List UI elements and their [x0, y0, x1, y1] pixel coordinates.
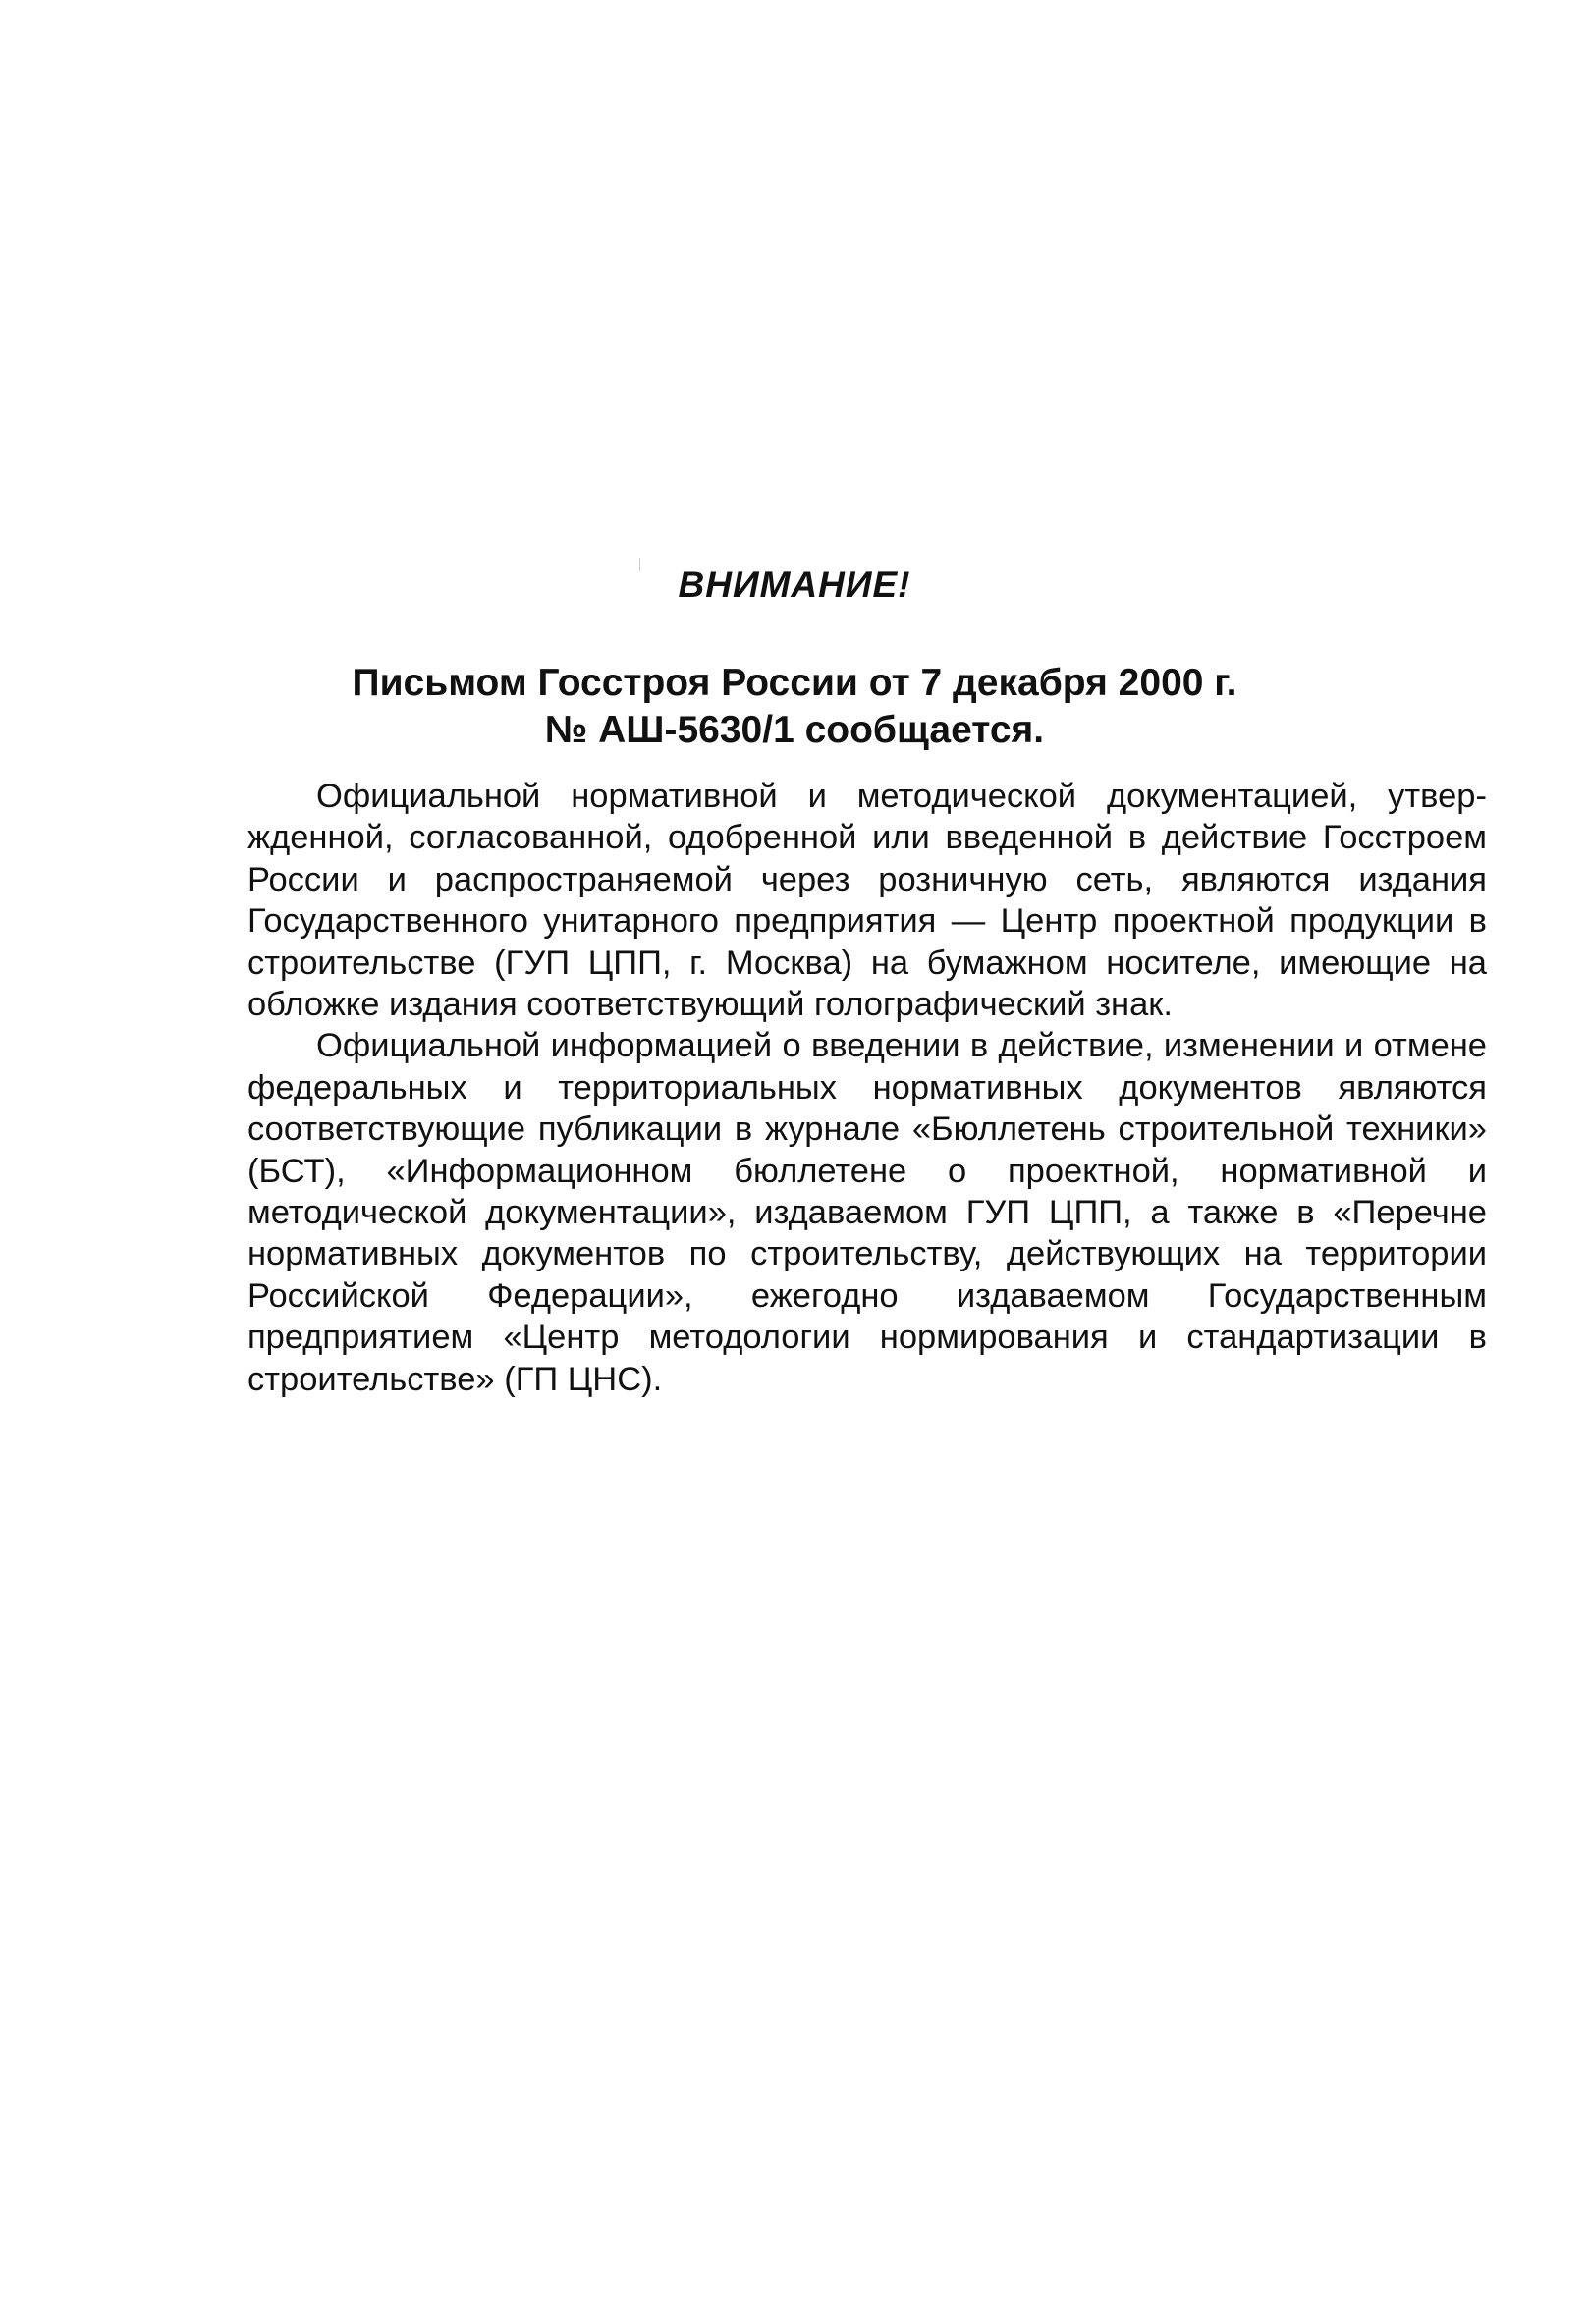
letter-reference-line-1: Письмом Госстроя России от 7 декабря 2000 г.: [352, 662, 1237, 704]
attention-heading: ВНИМАНИЕ!: [678, 565, 911, 605]
notice-body: [247, 776, 1487, 1400]
letter-reference: [0, 660, 1589, 754]
letter-reference-line-2: № АШ-5630/1 сообщается.: [544, 709, 1045, 751]
paragraph-official-documentation: Официальной нормативной и методической документацией, утвержденной, согласованной, одобренной или введенной в действие Госстроем России и распространяемой через розничную сеть, являются издания Государственного унитарного предприятия — Центр проектной продукции в строительстве (ГУП ЦПП, г. Москва) на бумажном носителе, имеющие на обложке издания соответствующий голографический знак.: [247, 778, 1487, 1024]
paragraph-official-information: Официальной информацией о введении в действие, изменении и отмене федеральных и территориальных нормативных документов являются соответствующие публикации в журнале «Бюллетень строительной техники» (БСТ), «Информационном бюллетене о проектной, нормативной и методической документации», издаваемом ГУП ЦПП, а также в «Перечне нормативных документов по строительству, действующих на территории Российской Федерации», ежегодно издаваемом Государственным предприятием «Центр методологии нормирования и стандартизации в строительстве» (ГП ЦНС).: [247, 1027, 1487, 1398]
